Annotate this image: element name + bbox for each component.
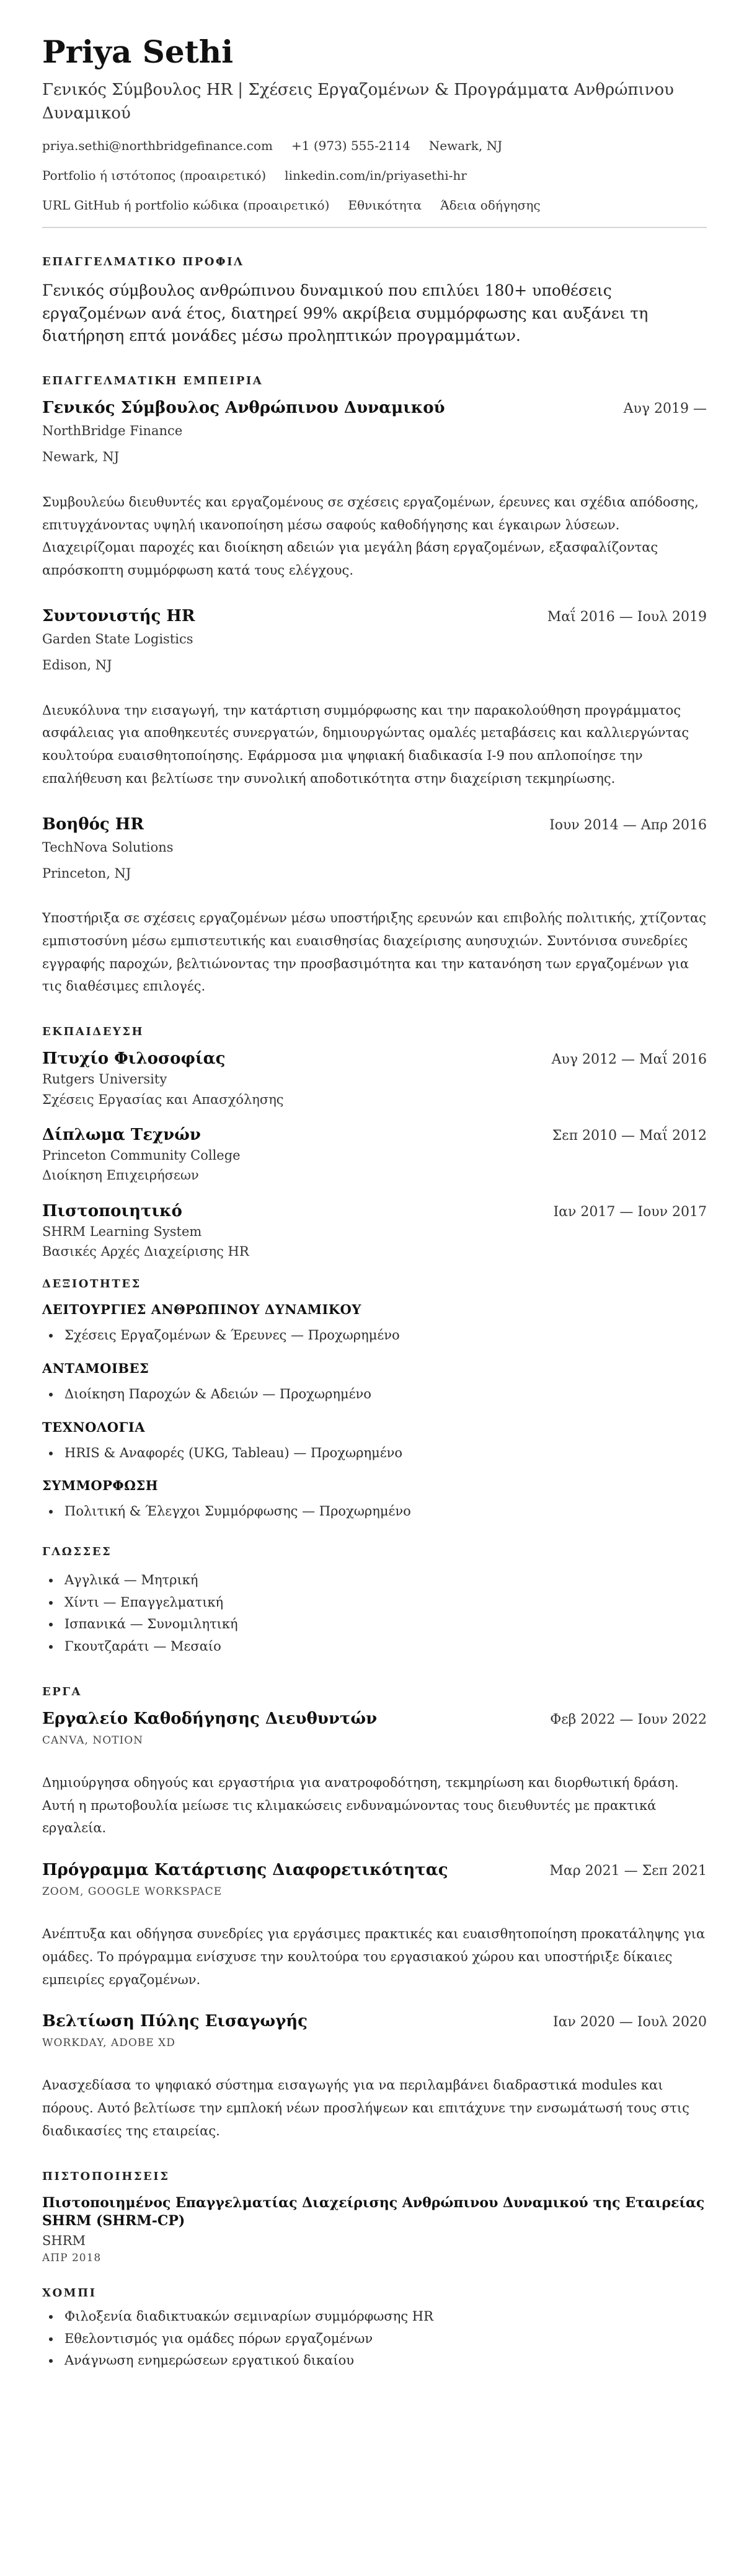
skill-category: ΣΥΜΜΟΡΦΩΣΗ (42, 1478, 159, 1494)
certification-name: Πιστοποιημένος Επαγγελματίας Διαχείρισης Ανθρώπινου Δυναμικού της Εταιρείας SHRM (SHRM-CP) (42, 2194, 705, 2230)
profile-section (42, 255, 707, 347)
job-header (42, 815, 707, 834)
language-item: • Χίντι — Επαγγελματική (61, 1592, 707, 1614)
contact-info (42, 136, 707, 214)
contact-row (42, 136, 707, 155)
project-header (42, 2012, 707, 2031)
job-entry (42, 399, 707, 582)
hobbies-section (42, 2287, 707, 2372)
school: Rutgers University (42, 1072, 167, 1087)
projects-section (42, 1685, 707, 2143)
project-entry (42, 1709, 707, 1840)
section-title: ΠΙΣΤΟΠΟΙΗΣΕΙΣ (42, 2169, 170, 2183)
project-description: Ανασχεδίασα το ψηφιακό σύστημα εισαγωγής για να περιλαμβάνει διαδραστικά modules και πόρους. Αυτό βελτίωσε την εμπλοκή νέων προσλήψεων και επιτάχυνε την ενσωμάτωσή τους στις διαδικασίες της εταιρείας. (42, 2078, 689, 2138)
project-description: Ανέπτυξα και οδήγησα συνεδρίες για εργάσιμες πρακτικές και ευαισθητοποίηση προκατάληψης για ομάδες. Το πρόγραμμα ενίσχυσε την κουλτούρα του εργασιακού χώρου και υποστήριξε δίκαιες εμπειρίες εργαζομένων. (42, 1926, 706, 1987)
project-tech: ZOOM, GOOGLE WORKSPACE (42, 1886, 223, 1898)
job-title: Συντονιστής HR (42, 606, 195, 625)
hobby-list (42, 2306, 707, 2372)
job-entry (42, 607, 707, 790)
job-dates: Ιουν 2014 — Απρ 2016 (549, 817, 707, 833)
project-header (42, 1861, 707, 1879)
skill-list (42, 1383, 707, 1406)
job-title: Γενικός Σύμβουλος Ανθρώπινου Δυναμικού (42, 399, 445, 418)
skill-category: ΤΕΧΝΟΛΟΓΙΑ (42, 1419, 146, 1435)
project-tech: WORKDAY, ADOBE XD (42, 2037, 175, 2050)
degree: Πιστοποιητικό (42, 1201, 182, 1220)
nationality: Εθνικότητα (348, 198, 422, 213)
skills-section (42, 1277, 707, 1523)
section-title: ΕΠΑΓΓΕΛΜΑΤΙΚΗ ΕΜΠΕΙΡΙΑ (42, 374, 264, 388)
job-description: Διευκόλυνα την εισαγωγή, την κατάρτιση συμμόρφωσης και την παρακολούθηση προγράμματος ασφάλειας για αποθηκευτές συνεργατών, δημιουργώντας ομαλές μεταβάσεις και καλλιεργώντας κουλτούρα ευαισθητοποίησης. Εφάρμοσα μια ψηφιακή διαδικασία I-9 που απλοποίησε την επαλήθευση και βελτίωσε την συνολική αποδοτικότητα στην διαχείριση τεκμηρίωσης. (42, 702, 689, 786)
job-dates: Μαΐ 2016 — Ιουλ 2019 (547, 609, 707, 625)
education-header (42, 1202, 707, 1220)
language-list (42, 1569, 707, 1658)
skill-list (42, 1325, 707, 1347)
job-entry (42, 815, 707, 999)
project-header (42, 1709, 707, 1728)
driving-license: Άδεια οδήγησης (440, 198, 541, 213)
skill-item: • HRIS & Αναφορές (UKG, Tableau) — Προχωρημένο (61, 1442, 707, 1465)
project-entry (42, 2012, 707, 2142)
candidate-name: Priya Sethi (42, 33, 234, 70)
linkedin-link[interactable]: linkedin.com/in/priyasethi-hr (285, 168, 467, 183)
email[interactable]: priya.sethi@northbridgefinance.com (42, 138, 273, 154)
education-dates: Ιαν 2017 — Ιουν 2017 (553, 1204, 707, 1220)
hobby-item: • Ανάγνωση ενημερώσεων εργατικού δικαίου (61, 2350, 707, 2372)
section-title: ΓΛΩΣΣΕΣ (42, 1545, 112, 1558)
contact-row (42, 166, 707, 185)
phone[interactable]: +1 (973) 555-2114 (291, 138, 410, 154)
skill-group (42, 1419, 707, 1465)
skill-item: • Διοίκηση Παροχών & Αδειών — Προχωρημένο (61, 1383, 707, 1406)
company: Garden State Logistics (42, 631, 193, 646)
project-name: Πρόγραμμα Κατάρτισης Διαφορετικότητας (42, 1861, 448, 1879)
project-name: Βελτίωση Πύλης Εισαγωγής (42, 2012, 308, 2031)
certification-issuer: SHRM (42, 2233, 86, 2248)
github-link[interactable]: URL GitHub ή portfolio κώδικα (προαιρετικό) (42, 198, 330, 213)
skill-group (42, 1478, 707, 1523)
portfolio-link[interactable]: Portfolio ή ιστότοπος (προαιρετικό) (42, 168, 267, 183)
education-header (42, 1126, 707, 1144)
job-header (42, 399, 707, 417)
language-item: • Αγγλικά — Μητρική (61, 1569, 707, 1592)
field-of-study: Βασικές Αρχές Διαχείρισης HR (42, 1243, 249, 1259)
field-of-study: Διοίκηση Επιχειρήσεων (42, 1168, 199, 1183)
field-of-study: Σχέσεις Εργασίας και Απασχόλησης (42, 1092, 284, 1107)
skill-item: • Σχέσεις Εργαζομένων & Έρευνες — Προχωρημένο (61, 1325, 707, 1347)
job-title: Βοηθός HR (42, 814, 144, 834)
section-title: ΧΟΜΠΙ (42, 2286, 97, 2300)
job-location: Princeton, NJ (42, 865, 131, 881)
skill-category: ΑΝΤΑΜΟΙΒΕΣ (42, 1360, 149, 1376)
school: SHRM Learning System (42, 1224, 202, 1239)
project-tech: CANVA, NOTION (42, 1734, 144, 1747)
resume (42, 35, 707, 2372)
certification-date: ΑΠΡ 2018 (42, 2251, 102, 2264)
education-dates: Αυγ 2012 — Μαΐ 2016 (551, 1052, 707, 1068)
hobby-item: • Εθελοντισμός για ομάδες πόρων εργαζομένων (61, 2328, 707, 2350)
job-header (42, 607, 707, 625)
project-entry (42, 1861, 707, 1991)
company: NorthBridge Finance (42, 423, 183, 439)
project-description: Δημιούργησα οδηγούς και εργαστήρια για ανατροφοδότηση, τεκμηρίωση και διορθωτική δράση. Αυτή η πρωτοβουλία μείωσε τις κλιμακώσεις ενδυναμώνοντας τους διευθυντές με πρακτικά εργαλεία. (42, 1775, 679, 1836)
education-dates: Σεπ 2010 — Μαΐ 2012 (552, 1127, 707, 1144)
project-dates: Μαρ 2021 — Σεπ 2021 (549, 1863, 707, 1879)
profile-summary: Γενικός σύμβουλος ανθρώπινου δυναμικού που επιλύει 180+ υποθέσεις εργαζομένων ανά έτος, διατηρεί 99% ακρίβεια συμμόρφωσης και αυξάνει τη διατήρηση επτά μονάδες μέσω προληπτικών προγραμμάτων. (42, 281, 649, 345)
skill-item: • Πολιτική & Έλεγχοι Συμμόρφωσης — Προχωρημένο (61, 1501, 707, 1523)
project-dates: Ιαν 2020 — Ιουλ 2020 (552, 2014, 707, 2031)
degree: Δίπλωμα Τεχνών (42, 1125, 201, 1144)
education-entry (42, 1049, 707, 1108)
job-dates: Αυγ 2019 — (623, 401, 707, 417)
school: Princeton Community College (42, 1147, 241, 1163)
section-title: ΕΚΠΑΙΔΕΥΣΗ (42, 1025, 144, 1039)
section-title: ΕΡΓΑ (42, 1685, 82, 1698)
skill-group (42, 1302, 707, 1347)
languages-section (42, 1545, 707, 1658)
skill-category: ΛΕΙΤΟΥΡΓΙΕΣ ΑΝΘΡΩΠΙΝΟΥ ΔΥΝΑΜΙΚΟΥ (42, 1302, 361, 1318)
company: TechNova Solutions (42, 839, 174, 855)
certification-entry (42, 2194, 707, 2264)
project-dates: Φεβ 2022 — Ιουν 2022 (550, 1711, 707, 1727)
education-entry (42, 1202, 707, 1261)
education-entry (42, 1126, 707, 1184)
section-title: ΕΠΑΓΓΕΛΜΑΤΙΚΟ ΠΡΟΦΙΛ (42, 255, 244, 269)
contact-row (42, 196, 707, 214)
section-title: ΔΕΞΙΟΤΗΤΕΣ (42, 1277, 141, 1291)
headline: Γενικός Σύμβουλος HR | Σχέσεις Εργαζομένων & Προγράμματα Ανθρώπινου Δυναμικού (42, 81, 674, 123)
hobby-item: • Φιλοξενία διαδικτυακών σεμιναρίων συμμόρφωσης HR (61, 2306, 707, 2328)
skill-list (42, 1501, 707, 1523)
skill-group (42, 1361, 707, 1406)
location: Newark, NJ (428, 138, 503, 154)
degree: Πτυχίο Φιλοσοφίας (42, 1049, 226, 1069)
resume-header (42, 35, 707, 228)
job-location: Edison, NJ (42, 658, 112, 673)
job-description: Συμβουλεύω διευθυντές και εργαζομένους σε σχέσεις εργαζομένων, έρευνες και σχέδια απόδοσης, επιτυγχάνοντας υψηλή ικανοποίηση μέσω σαφούς καθοδήγησης και έγκαιρων λύσεων. Διαχειρίζομαι παροχές και διοίκηση αδειών για μεγάλη βάση εργαζομένων, εξασφαλίζοντας απρόσκοπτη συμμόρφωση κατά τους ελέγχους. (42, 494, 699, 578)
language-item: • Ισπανικά — Συνομιλητική (61, 1613, 707, 1636)
language-item: • Γκουτζαράτι — Μεσαίο (61, 1636, 707, 1658)
project-name: Εργαλείο Καθοδήγησης Διευθυντών (42, 1709, 378, 1728)
job-description: Υποστήριξα σε σχέσεις εργαζομένων μέσω υποστήριξης ερευνών και επιβολής πολιτικής, χτίζοντας εμπιστοσύνη μέσω εμπιστευτικής και ευαισθησίας διαχείρισης αυησυχιών. Συντόνισα συνεδρίες εγγραφής παροχών, βελτιώνοντας την προσβασιμότητα και την κατανόηση των εργαζομένων για τις διαθέσιμες επιλογές. (42, 911, 706, 994)
header-divider (42, 227, 707, 228)
education-section (42, 1025, 707, 1260)
education-header (42, 1049, 707, 1068)
job-location: Newark, NJ (42, 449, 120, 465)
certifications-section (42, 2170, 707, 2264)
experience-section (42, 374, 707, 998)
skill-list (42, 1442, 707, 1465)
